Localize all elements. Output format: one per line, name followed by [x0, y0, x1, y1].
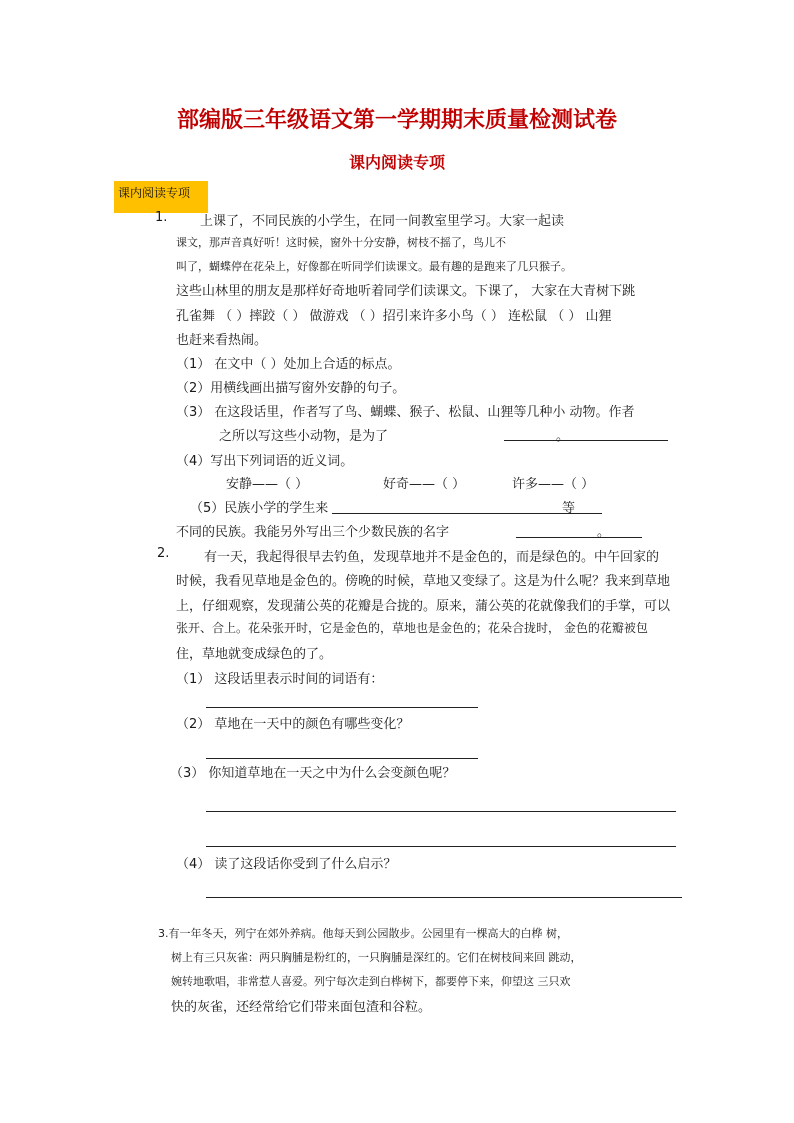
q3-para-line: 3.有一年冬天，列宁在郊外养病。他每天到公园散步。公园里有一棵高大的白桦 树， [158, 927, 568, 940]
q3-para-line: 快的灰雀，还经常给它们带来面包渣和谷粒。 [171, 1000, 432, 1015]
synonym-item: 许多——（ ） [512, 477, 595, 492]
q2-subquestion: （2） 草地在一天中的颜色有哪些变化？ [176, 717, 410, 732]
q2-subquestion: （4） 读了这段话你受到了什么启示？ [176, 857, 397, 872]
answer-line[interactable] [206, 897, 682, 898]
q1-para-line: 孔雀舞 （ ）摔跤（ ） 做游戏 （ ）招引来许多小鸟（ ） 连松鼠 （ ） 山狸 [176, 309, 612, 324]
q2-para-line: 住，草地就变成绿色的了。 [176, 647, 333, 662]
q1-subquestion: 之所以写这些小动物，是为了 [219, 429, 389, 444]
answer-line[interactable] [504, 440, 668, 441]
q2-para-line: 有一天，我起得很早去钓鱼，发现草地并不是金色的，而是绿色的。中午回家的 [204, 550, 660, 565]
answer-end-mark: 。 [597, 525, 611, 540]
q1-subquestion: 不同的民族。我能另外写出三个少数民族的名字 [176, 525, 450, 540]
q1-para-line: 这些山林里的朋友是那样好奇地听着同学们读课文。下课了， 大家在大青树下跳 [176, 284, 636, 299]
answer-line[interactable] [206, 846, 676, 847]
page-title: 部编版三年级语文第一学期期末质量检测试卷 [176, 107, 617, 133]
q2-number: 2. [157, 546, 170, 561]
q1-subquestion: （3） 在这段话里，作者写了鸟、蝴蝶、猴子、松鼠、山狸等几种小 动物。作者 [176, 405, 635, 420]
answer-line[interactable] [516, 537, 642, 538]
q1-number: 1. [155, 210, 168, 225]
section-tag: 课内阅读专项 [114, 181, 208, 213]
q1-para-line: 课文，那声音真好听！这时候，窗外十分安静，树枝不摇了，鸟儿不 [176, 236, 506, 249]
q1-subquestion: （1） 在文中（ ）处加上合适的标点。 [176, 357, 401, 372]
synonym-item: 好奇——（ ） [383, 477, 466, 492]
q2-para-line: 时候，我看见草地是金色的。傍晚的时候，草地又变绿了。这是为什么呢？我来到草地 [176, 574, 671, 589]
q1-subquestion: （4）写出下列词语的近义词。 [176, 454, 354, 469]
q2-para-line: 张开、合上。花朵张开时，它是金色的，草地也是金色的；花朵合拢时， 金色的花瓣被包 [176, 621, 648, 635]
answer-line[interactable] [206, 707, 478, 708]
answer-line[interactable] [206, 758, 478, 759]
q2-para-line: 上，仔细观察，发现蒲公英的花瓣是合拢的。原来，蒲公英的花就像我们的手掌，可以 [176, 599, 671, 614]
q1-subquestion: （2）用横线画出描写窗外安静的句子。 [176, 381, 406, 396]
synonym-item: 安静——（ ） [226, 477, 309, 492]
q3-para-line: 婉转地歌唱，非常惹人喜爱。列宁每次走到白桦树下，都要停下来，仰望这 三只欢 [171, 975, 571, 988]
q1-para-line: 也赶来看热闹。 [176, 333, 268, 348]
q1-subquestion: （5）民族小学的学生来 [190, 501, 329, 516]
answer-end-mark: 。 [556, 429, 570, 444]
page-subtitle: 课内阅读专项 [348, 153, 445, 172]
q2-subquestion: （3） 你知道草地在一天之中为什么会变颜色呢？ [170, 766, 456, 781]
q1-para-line: 上课了，不同民族的小学生，在同一间教室里学习。大家一起读 [200, 214, 565, 229]
q2-subquestion: （1） 这段话里表示时间的词语有： [176, 672, 384, 687]
answer-line[interactable] [206, 811, 676, 812]
q3-para-line: 树上有三只灰雀：两只胸脯是粉红的，一只胸脯是深红的。它们在树枝间来回 跳动， [171, 951, 582, 964]
q1-para-line: 叫了，蝴蝶停在花朵上，好像都在听同学们读课文。最有趣的是跑来了几只猴子。 [176, 260, 572, 273]
q1-subquestion-deng: 等 [562, 501, 576, 516]
